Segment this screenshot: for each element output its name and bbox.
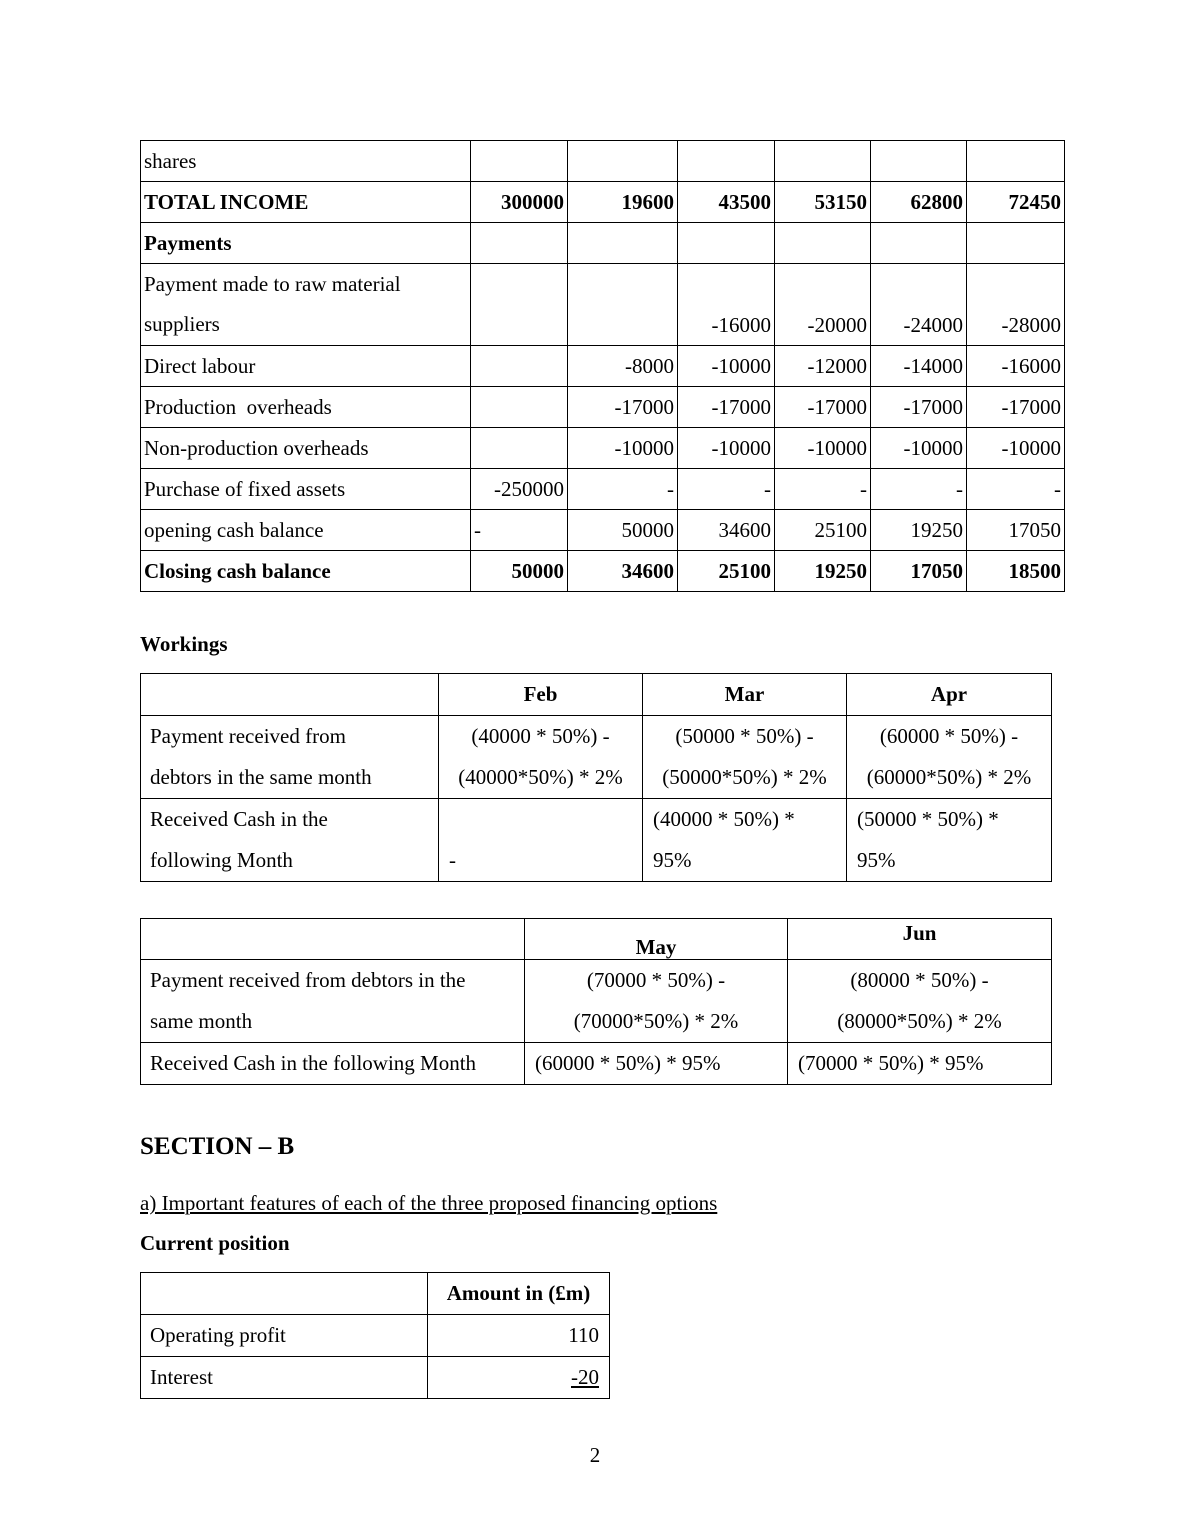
row-label: Payment received from debtors in the same month (141, 960, 525, 1043)
column-header: Feb (439, 674, 643, 716)
row-label: Operating profit (141, 1315, 428, 1357)
table-row (141, 182, 1065, 223)
cell-value: 19250 (871, 510, 967, 551)
table-row (141, 346, 1065, 387)
cell-value: 53150 (775, 182, 871, 223)
table-row (141, 469, 1065, 510)
cell-value: - (678, 469, 775, 510)
table-row (141, 141, 1065, 182)
row-label: Closing cash balance (141, 551, 471, 592)
row-label: TOTAL INCOME (141, 182, 471, 223)
current-position-heading: Current position (140, 1231, 290, 1255)
formula-cell: (80000 * 50%) - (80000*50%) * 2% (788, 960, 1052, 1043)
column-header: Amount in (£m) (428, 1273, 610, 1315)
cell-value: 50000 (568, 510, 678, 551)
cell-value: -10000 (871, 428, 967, 469)
cell-value: -8000 (568, 346, 678, 387)
row-label: Payment made to raw material suppliers (141, 264, 471, 346)
cell-value: -12000 (775, 346, 871, 387)
row-label: Non-production overheads (141, 428, 471, 469)
cell-value: -10000 (678, 346, 775, 387)
cell-value: 19250 (775, 551, 871, 592)
cell-value: - (775, 469, 871, 510)
row-label: Interest (141, 1357, 428, 1399)
cell-value: 17050 (967, 510, 1065, 551)
cell-value: -10000 (967, 428, 1065, 469)
cell-value: 72450 (967, 182, 1065, 223)
cell-value: - (871, 469, 967, 510)
cell-value: -250000 (471, 469, 568, 510)
row-label: Payment received from debtors in the same month (141, 716, 439, 799)
cell-value: -17000 (775, 387, 871, 428)
row-label: Payments (141, 223, 471, 264)
cell-value: 110 (428, 1315, 610, 1357)
formula-cell: (50000 * 50%) - (50000*50%) * 2% (643, 716, 847, 799)
row-label: opening cash balance (141, 510, 471, 551)
row-label: Production overheads (141, 387, 471, 428)
table-header-row (141, 1273, 610, 1315)
row-label: shares (141, 141, 471, 182)
workings-table-may-jun (140, 918, 1052, 1085)
cell-value: 18500 (967, 551, 1065, 592)
subsection-heading: a) Important features of each of the three proposed financing options (140, 1191, 718, 1215)
formula-cell: - (439, 799, 643, 882)
column-header: Jun (788, 919, 1052, 960)
cell-value: 62800 (871, 182, 967, 223)
cell-value: 34600 (568, 551, 678, 592)
formula-cell: (40000 * 50%) * 95% (643, 799, 847, 882)
cell-value: -16000 (967, 346, 1065, 387)
formula-cell: (60000 * 50%) * 95% (525, 1043, 788, 1085)
cell-value: -24000 (871, 264, 967, 346)
table-row (141, 428, 1065, 469)
cell-value: -14000 (871, 346, 967, 387)
cell-value: -20000 (775, 264, 871, 346)
table-row (141, 1315, 610, 1357)
cell-value: 34600 (678, 510, 775, 551)
table-row (141, 1043, 1052, 1085)
row-label: Received Cash in the following Month (141, 799, 439, 882)
cell-value: 17050 (871, 551, 967, 592)
table-row (141, 223, 1065, 264)
cash-budget-table (140, 140, 1065, 592)
table-row (141, 960, 1052, 1043)
table-row (141, 799, 1052, 882)
cell-value: -10000 (678, 428, 775, 469)
cell-value: 19600 (568, 182, 678, 223)
cell-value: -17000 (678, 387, 775, 428)
cell-value: -10000 (775, 428, 871, 469)
cell-value: 43500 (678, 182, 775, 223)
cell-value: -17000 (967, 387, 1065, 428)
formula-cell: (40000 * 50%) - (40000*50%) * 2% (439, 716, 643, 799)
column-header: Apr (847, 674, 1052, 716)
table-row (141, 264, 1065, 346)
cell-value: -20 (428, 1357, 610, 1399)
table-row (141, 716, 1052, 799)
table-row (141, 510, 1065, 551)
cell-value: - (568, 469, 678, 510)
formula-cell: (70000 * 50%) * 95% (788, 1043, 1052, 1085)
workings-heading: Workings (140, 632, 228, 656)
row-label: Purchase of fixed assets (141, 469, 471, 510)
workings-table-feb-apr (140, 673, 1052, 882)
cell-value: - (967, 469, 1065, 510)
table-row (141, 551, 1065, 592)
page-number: 2 (589, 1443, 601, 1467)
cell-value: -16000 (678, 264, 775, 346)
row-label: Received Cash in the following Month (141, 1043, 525, 1085)
cell-value: 25100 (678, 551, 775, 592)
row-label: Direct labour (141, 346, 471, 387)
column-header: Mar (643, 674, 847, 716)
cell-value: -10000 (568, 428, 678, 469)
cell-value: 50000 (471, 551, 568, 592)
table-header-row (141, 674, 1052, 716)
cell-value: - (471, 510, 568, 551)
column-header: May (525, 919, 788, 960)
cell-value: 25100 (775, 510, 871, 551)
formula-cell: (50000 * 50%) * 95% (847, 799, 1052, 882)
cell-value: -17000 (568, 387, 678, 428)
table-row (141, 387, 1065, 428)
table-row (141, 1357, 610, 1399)
formula-cell: (60000 * 50%) - (60000*50%) * 2% (847, 716, 1052, 799)
cell-value: -28000 (967, 264, 1065, 346)
table-header-row (141, 919, 1052, 960)
cell-value: -17000 (871, 387, 967, 428)
section-heading: SECTION – B (140, 1133, 295, 1160)
current-position-table (140, 1272, 610, 1399)
cell-value: 300000 (471, 182, 568, 223)
formula-cell: (70000 * 50%) - (70000*50%) * 2% (525, 960, 788, 1043)
